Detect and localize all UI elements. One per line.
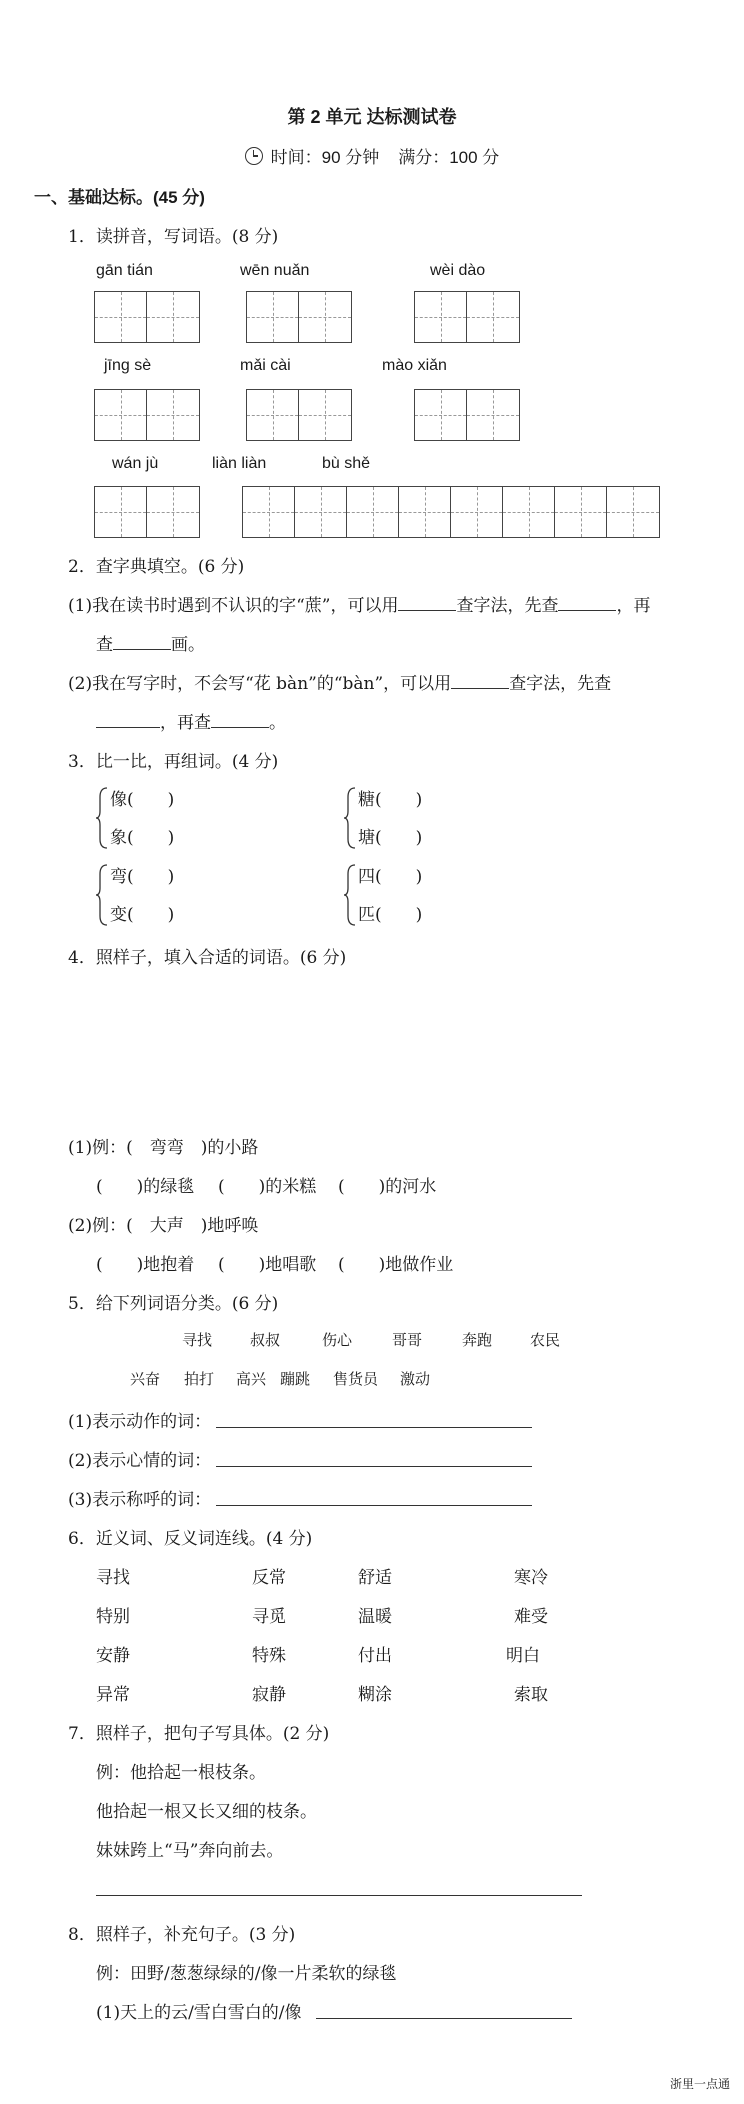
match-word[interactable]: 异常 bbox=[96, 1685, 130, 1705]
q4-answer[interactable]: ( )地做作业 bbox=[338, 1255, 454, 1275]
q5-category-3: (3)表示称呼的词： bbox=[68, 1490, 212, 1510]
brace-icon bbox=[96, 864, 108, 926]
question-1-label: 1．读拼音，写词语。(8 分) bbox=[68, 227, 279, 247]
compare-char: 糖( ) bbox=[358, 790, 423, 810]
word-item: 售货员 bbox=[333, 1370, 379, 1388]
match-word[interactable]: 特别 bbox=[96, 1607, 130, 1627]
q2-line-4: ，再查 。 bbox=[96, 708, 286, 733]
match-word[interactable]: 寻找 bbox=[96, 1568, 130, 1588]
pinyin-6: mào xiǎn bbox=[382, 357, 447, 374]
compare-char: 匹( ) bbox=[358, 905, 423, 925]
word-item: 奔跑 bbox=[462, 1331, 493, 1349]
word-item: 农民 bbox=[530, 1331, 561, 1349]
compare-char: 四( ) bbox=[358, 867, 423, 887]
question-4-label: 4．照样子，填入合适的词语。(6 分) bbox=[68, 948, 347, 968]
question-2-label: 2．查字典填空。(6 分) bbox=[68, 557, 245, 577]
answer-paren[interactable]: ( ) bbox=[127, 790, 175, 810]
answer-grid[interactable] bbox=[94, 291, 200, 343]
answer-line[interactable] bbox=[316, 2017, 572, 2019]
answer-grid[interactable] bbox=[246, 291, 352, 343]
match-word[interactable]: 寂静 bbox=[252, 1685, 286, 1705]
q8-task-1: (1)天上的云/雪白雪白的/像 bbox=[96, 2003, 302, 2023]
question-8-label: 8．照样子，补充句子。(3 分) bbox=[68, 1925, 296, 1945]
pinyin-3: wèi dào bbox=[430, 262, 486, 279]
match-word[interactable]: 安静 bbox=[96, 1646, 130, 1666]
question-7-label: 7．照样子，把句子写具体。(2 分) bbox=[68, 1724, 330, 1744]
match-word[interactable]: 温暖 bbox=[358, 1607, 392, 1627]
q4-answer[interactable]: ( )的绿毯 bbox=[96, 1177, 195, 1197]
answer-paren[interactable]: ( ) bbox=[127, 867, 175, 887]
q7-example-answer: 他拾起一根又长又细的枝条。 bbox=[96, 1802, 317, 1822]
q2-line-3: (2)我在写字时，不会写“花 bàn”的“bàn”，可以用 查字法，先查 bbox=[68, 674, 612, 694]
page-title: 第 2 单元 达标测试卷 bbox=[287, 107, 457, 127]
time-limit: 时间：90 分钟 bbox=[270, 148, 380, 167]
word-item: 寻找 bbox=[182, 1331, 213, 1349]
q4-example-2: (2)例：( 大声 )地呼唤 bbox=[68, 1216, 259, 1236]
question-3-label: 3．比一比，再组词。(4 分) bbox=[68, 752, 279, 772]
q8-example: 例：田野/葱葱绿绿的/像一片柔软的绿毯 bbox=[96, 1964, 397, 1984]
answer-grid[interactable] bbox=[414, 291, 520, 343]
answer-paren[interactable]: ( ) bbox=[375, 828, 423, 848]
answer-blank[interactable] bbox=[211, 711, 269, 728]
answer-paren[interactable]: ( ) bbox=[375, 867, 423, 887]
pinyin-2: wēn nuǎn bbox=[240, 262, 310, 279]
question-6-label: 6．近义词、反义词连线。(4 分) bbox=[68, 1529, 313, 1549]
pinyin-1: gān tián bbox=[96, 262, 153, 279]
match-word[interactable]: 寒冷 bbox=[514, 1568, 548, 1588]
answer-line[interactable] bbox=[96, 1894, 582, 1896]
question-5-label: 5．给下列词语分类。(6 分) bbox=[68, 1294, 279, 1314]
q5-category-1: (1)表示动作的词： bbox=[68, 1412, 212, 1432]
word-item: 蹦跳 bbox=[280, 1370, 311, 1388]
answer-blank[interactable] bbox=[451, 672, 509, 689]
compare-char: 象( ) bbox=[110, 828, 175, 848]
section-heading: 一、基础达标。(45 分) bbox=[34, 188, 205, 207]
answer-paren[interactable]: ( ) bbox=[375, 790, 423, 810]
answer-blank[interactable] bbox=[558, 594, 616, 611]
match-word[interactable]: 特殊 bbox=[252, 1646, 286, 1666]
q7-example: 例：他拾起一根枝条。 bbox=[96, 1763, 266, 1783]
q2-line-1: (1)我在读书时遇到不认识的字“蔗”，可以用 查字法，先查 ，再 bbox=[68, 596, 651, 616]
pinyin-5: mǎi cài bbox=[240, 357, 291, 374]
q7-task: 妹妹跨上“马”奔向前去。 bbox=[96, 1841, 284, 1861]
answer-line[interactable] bbox=[216, 1465, 532, 1467]
clock-icon bbox=[245, 147, 263, 165]
answer-paren[interactable]: ( ) bbox=[375, 905, 423, 925]
full-score: 满分：100 分 bbox=[398, 148, 500, 167]
match-word[interactable]: 舒适 bbox=[358, 1568, 392, 1588]
q4-answer[interactable]: ( )地抱着 bbox=[96, 1255, 195, 1275]
answer-line[interactable] bbox=[216, 1426, 532, 1428]
match-word[interactable]: 难受 bbox=[514, 1607, 548, 1627]
q4-answer[interactable]: ( )地唱歌 bbox=[218, 1255, 317, 1275]
match-word[interactable]: 寻觅 bbox=[252, 1607, 286, 1627]
word-item: 兴奋 bbox=[130, 1370, 161, 1388]
word-item: 高兴 bbox=[236, 1370, 267, 1388]
answer-paren[interactable]: ( ) bbox=[127, 828, 175, 848]
brace-icon bbox=[96, 787, 108, 849]
brace-icon bbox=[344, 864, 356, 926]
pinyin-9: bù shě bbox=[322, 455, 371, 472]
match-word[interactable]: 付出 bbox=[358, 1646, 392, 1666]
compare-char: 塘( ) bbox=[358, 828, 423, 848]
exam-info bbox=[0, 143, 744, 168]
brace-icon bbox=[344, 787, 356, 849]
match-word[interactable]: 糊涂 bbox=[358, 1685, 392, 1705]
answer-paren[interactable]: ( ) bbox=[127, 905, 175, 925]
answer-blank[interactable] bbox=[398, 594, 456, 611]
compare-char: 变( ) bbox=[110, 905, 175, 925]
pinyin-8: liàn liàn bbox=[212, 455, 267, 472]
answer-line[interactable] bbox=[216, 1504, 532, 1506]
answer-grid[interactable] bbox=[246, 389, 352, 441]
q4-answer[interactable]: ( )的河水 bbox=[338, 1177, 437, 1197]
answer-blank[interactable] bbox=[96, 711, 160, 728]
q4-answer[interactable]: ( )的米糕 bbox=[218, 1177, 317, 1197]
word-item: 哥哥 bbox=[392, 1331, 423, 1349]
word-item: 伤心 bbox=[322, 1331, 353, 1349]
answer-grid[interactable] bbox=[414, 389, 520, 441]
compare-char: 像( ) bbox=[110, 790, 175, 810]
answer-grid[interactable] bbox=[242, 486, 660, 538]
word-item: 拍打 bbox=[184, 1370, 215, 1388]
match-word[interactable]: 反常 bbox=[252, 1568, 286, 1588]
q5-category-2: (2)表示心情的词： bbox=[68, 1451, 212, 1471]
pinyin-4: jīng sè bbox=[104, 357, 152, 374]
match-word[interactable]: 索取 bbox=[514, 1685, 548, 1705]
match-word[interactable]: 明白 bbox=[506, 1646, 540, 1666]
q4-example-1: (1)例：( 弯弯 )的小路 bbox=[68, 1138, 259, 1158]
answer-grid[interactable] bbox=[94, 389, 200, 441]
answer-grid[interactable] bbox=[94, 486, 200, 538]
q2-line-2: 查 画。 bbox=[96, 635, 205, 655]
word-item: 叔叔 bbox=[250, 1331, 281, 1349]
footer-brand: 浙里一点通 bbox=[669, 2077, 730, 2091]
word-item: 激动 bbox=[400, 1370, 431, 1388]
answer-blank[interactable] bbox=[113, 633, 171, 650]
compare-char: 弯( ) bbox=[110, 867, 175, 887]
pinyin-7: wán jù bbox=[112, 455, 159, 472]
